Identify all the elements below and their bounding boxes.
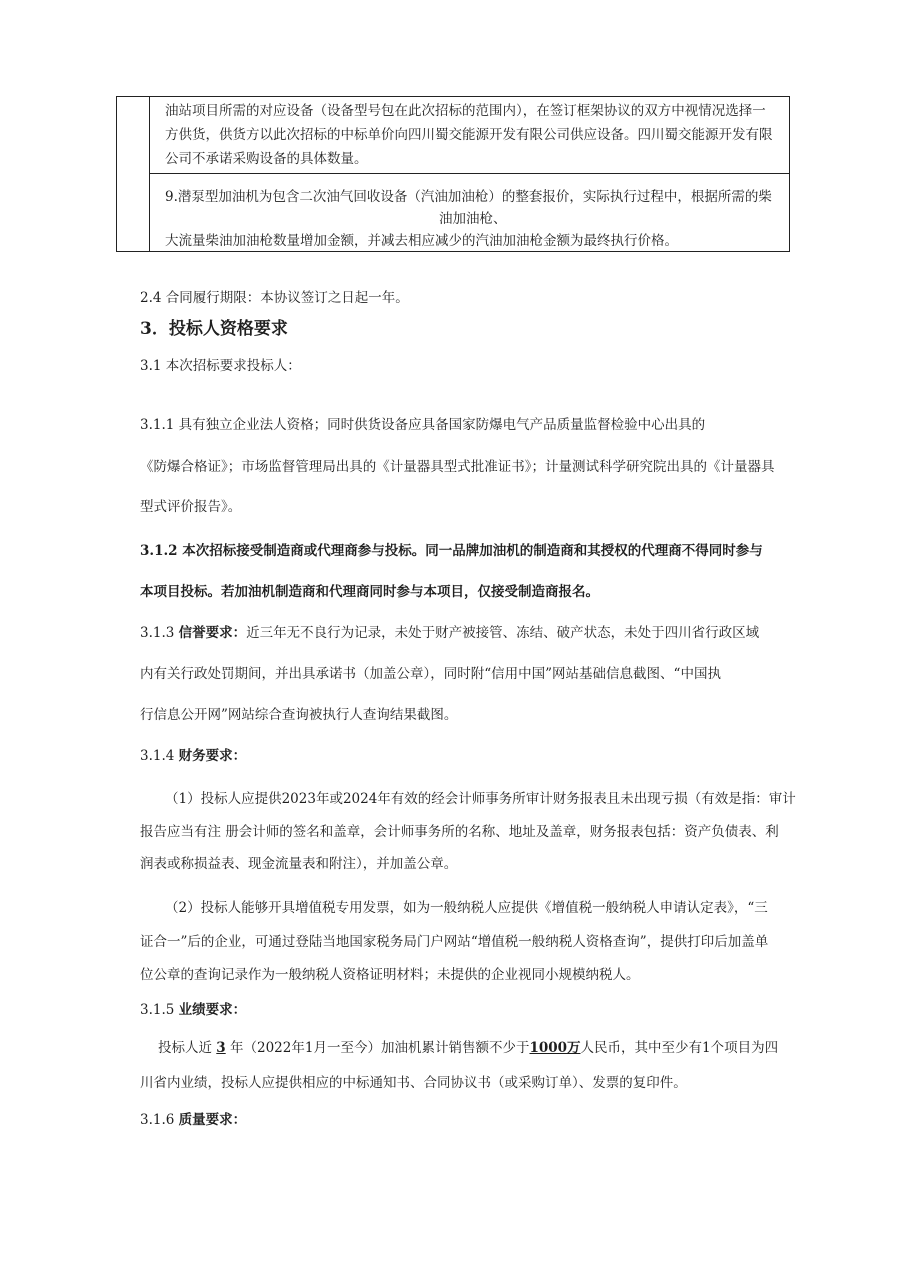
section-3-1-1-line: 3.1.1 具有独立企业法人资格；同时供货设备应具备国家防爆电气产品质量监督检验中心出具的 [140, 417, 706, 433]
section-3-heading: 3．投标人资格要求 [140, 319, 288, 339]
section-label: 财务要求： [178, 748, 247, 764]
performance-text: 年（2022年1月一至今）加油机累计销售额不少于 [225, 1040, 530, 1056]
section-3-1-6-heading [140, 1110, 246, 1130]
section-3-1-4-heading [140, 746, 246, 766]
performance-line: 川省内业绩，投标人应提供相应的中标通知书、合同协议书（或采购订单）、发票的复印件。 [140, 1075, 687, 1091]
table-note-line: 大流量柴油加油枪数量增加金额，并减去相应减少的汽油加油枪金额为最终执行价格。 [165, 233, 678, 249]
finance-para-1-line: 润表或称损益表、现金流量表和附注），并加盖公章。 [140, 856, 458, 872]
table-row-divider [149, 173, 789, 174]
section-number: 3.1.4 [140, 748, 179, 764]
table-note-line: 9.潜泵型加油机为包含二次油气回收设备（汽油加油枪）的整套报价，实际执行过程中，根据所需的柴 [165, 189, 772, 205]
section-3-1-2-line: 3.1.2 本次招标接受制造商或代理商参与投标。同一品牌加油机的制造商和其授权的代理商不得同时参与 [140, 543, 763, 559]
finance-para-2-line: 位公章的查询记录作为一般纳税人资格证明材料；未提供的企业视同小规模纳税人。 [140, 967, 640, 983]
section-3-1: 3.1 本次招标要求投标人： [140, 358, 301, 374]
section-3-1-1-line: 《防爆合格证》；市场监督管理局出具的《计量器具型式批准证书》；计量测试科学研究院出具的《计量器具 [140, 459, 775, 475]
section-number: 3.1.5 [140, 1002, 179, 1018]
section-label: 质量要求： [178, 1112, 247, 1128]
table-cell-line: 方供货，供货方以此次招标的中标单价向四川蜀交能源开发有限公司供应设备。四川蜀交能源开发有限 [165, 127, 773, 143]
section-text: 近三年无不良行为记录，未处于财产被接管、冻结、破产状态，未处于四川省行政区域 [246, 625, 760, 641]
section-3-1-5-heading [140, 1000, 246, 1020]
section-label: 信誉要求： [178, 625, 247, 641]
section-number: 3.1.6 [140, 1112, 179, 1128]
table-column-divider [149, 97, 150, 251]
finance-para-2-line: 证合一”后的企业，可通过登陆当地国家税务局门户网站“增值税一般纳税人资格查询”，提供打印后加盖单 [140, 934, 769, 950]
performance-line [158, 1038, 778, 1058]
finance-para-1-line: （1）投标人应提供2023年或2024年有效的经会计师事务所审计财务报表且未出现亏损（有效是指：审计 [165, 791, 796, 807]
performance-amount: 1000万 [529, 1040, 581, 1056]
performance-text: 人民币，其中至少有1个项目为四 [580, 1040, 779, 1056]
finance-para-1-line: 报告应当有注 册会计师的签名和盖章，会计师事务所的名称、地址及盖章，财务报表包括：资产负债表、利 [140, 824, 779, 840]
section-2-4: 2.4 合同履行期限：本协议签订之日起一年。 [140, 290, 409, 306]
continued-table [116, 96, 790, 252]
performance-years: 3 [216, 1040, 226, 1056]
table-cell-line: 公司不承诺采购设备的具体数量。 [165, 151, 368, 167]
section-3-1-2-line: 本项目投标。若加油机制造商和代理商同时参与本项目，仅接受制造商报名。 [140, 584, 599, 600]
section-3-1-3-line [140, 623, 759, 643]
section-3-1-3-line: 内有关行政处罚期间，并出具承诺书（加盖公章），同时附“信用中国”网站基础信息截图、“中国执 [140, 666, 721, 682]
section-3-1-1-line: 型式评价报告》。 [140, 499, 242, 515]
finance-para-2-line: （2）投标人能够开具增值税专用发票，如为一般纳税人应提供《增值税一般纳税人申请认定表》，“三 [165, 900, 768, 916]
section-label: 业绩要求： [178, 1002, 247, 1018]
table-note-line: 油加油枪、 [439, 211, 507, 227]
section-3-1-3-line: 行信息公开网”网站综合查询被执行人查询结果截图。 [140, 707, 458, 723]
table-cell-line: 油站项目所需的对应设备（设备型号包在此次招标的范围内），在签订框架协议的双方中视情况选择一 [165, 103, 766, 119]
performance-text: 投标人近 [158, 1040, 217, 1056]
section-number: 3.1.3 [140, 625, 179, 641]
